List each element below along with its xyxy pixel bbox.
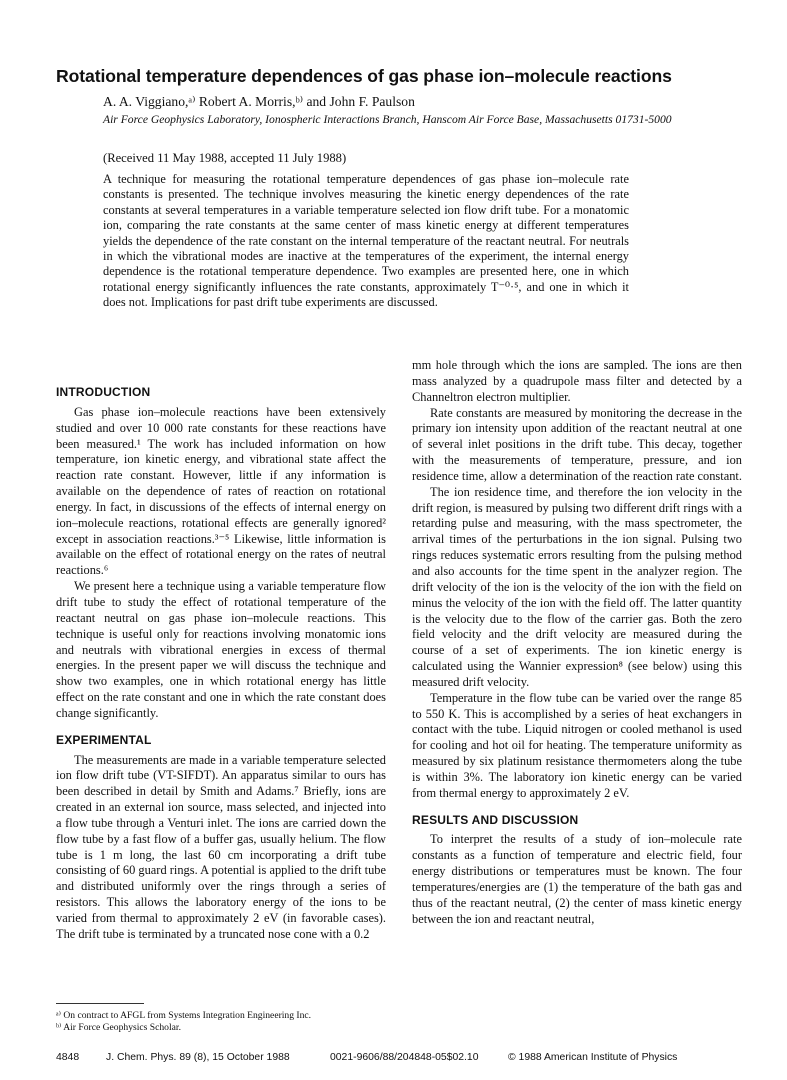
paragraph: The measurements are made in a variable temperature selected ion flow drift tube (VT-SIFDT). An apparatus similar to ours has been described in detail by Smith and Adams.⁷ Briefly, ions are created in an external ion source, mass selected, and injected into a flow tube through a Venturi inlet. The ions are carried down the flow tube by a fast flow of a buffer gas, usually helium. The flow tube is 1 m long, the last 60 cm incorporating a drift tube consisting of 60 guard rings. A potential is applied to the drift tube and distributed uniformly over the rings through a series of resistors. This allows the laboratory energy of the ions to be varied from thermal to approximately 2 eV (in favorable cases). The drift tube is terminated by a truncated nose cone with a 0.2 (56, 752, 386, 941)
paragraph: Temperature in the flow tube can be varied over the range 85 to 550 K. This is accomplished by a series of heat exchangers in contact with the tube. Liquid nitrogen or cooled methanol is used for cooling and hot oil for heating. The temperature uniformity as measured by six platinum resistance thermometers along the tube is within 3%. The laboratory ion kinetic energy can be varied from thermal energy to approximately 2 eV. (412, 690, 742, 800)
affiliation: Air Force Geophysics Laboratory, Ionospheric Interactions Branch, Hanscom Air Force Base, Massachusetts 01731-5000 (103, 113, 672, 126)
author-list: A. A. Viggiano,ᵃ⁾ Robert A. Morris,ᵇ⁾ and John F. Paulson (103, 94, 415, 109)
paragraph: We present here a technique using a variable temperature flow drift tube to study the effect of rotational temperature of the reactant neutral on gas phase ion–molecule reactions. This technique is useful only for reactions involving monatomic ions and neutrals with vibrational energies in excess of thermal energies. In the present paper we will discuss the technique and show two examples, one in which rotational energy has little effect on the rate constant and one in which the rate constant does change significantly. (56, 579, 386, 720)
right-column (412, 358, 742, 928)
section-heading-introduction: INTRODUCTION (56, 385, 151, 399)
section-heading-results: RESULTS AND DISCUSSION (412, 812, 579, 827)
paragraph: Gas phase ion–molecule reactions have been extensively studied and over 10 000 rate constants for these reactions have been measured.¹ The work has included information on how temperature, ion kinetic energy, and vibrational state affect the reaction rate constant. However, little if any information is available on the dependence of rates of reaction on rotational energy. In fact, in discussions of the effects of internal energy on ion–molecule reactions, rotational effects are generally ignored² except in association reactions.³⁻⁵ Likewise, little information is available on the effect of rotational energy on the rates of neutral reactions.⁶ (56, 404, 386, 578)
section-heading-experimental: EXPERIMENTAL (56, 732, 152, 747)
paragraph: The ion residence time, and therefore the ion velocity in the drift region, is measured by pulsing two different drift rings with a retarding pulse and measuring, with the mass spectrometer, the arrival times of the perturbations in the ion signal. Pulsing two rings reduces systematic errors resulting from the pulsing method and also accounts for the time spent in the analyzer region. The drift velocity of the ion is the velocity of the ion with the field on minus the velocity of the ion with the field off. The latter quantity is the velocity due to the flow of the carrier gas. Both the zero field velocity and the drift velocity are measured during the course of a set of experiments. The ion kinetic energy is calculated using the Wannier expression⁸ (see below) using this measured drift velocity. (412, 484, 742, 689)
journal-citation: J. Chem. Phys. 89 (8), 15 October 1988 (106, 1052, 290, 1063)
page-number: 4848 (56, 1052, 80, 1063)
paragraph: mm hole through which the ions are sampled. The ions are then mass analyzed by a quadrupole mass filter and detected by a Channeltron electron multiplier. (412, 358, 742, 404)
left-column (56, 385, 386, 943)
article-code: 0021-9606/88/204848-05$02.10 (330, 1052, 479, 1063)
footnotes (56, 1010, 311, 1034)
received-date: (Received 11 May 1988, accepted 11 July 1988) (103, 151, 347, 165)
footnote-a: ᵃ⁾ On contract to AFGL from Systems Integration Engineering Inc. (56, 1010, 312, 1021)
abstract: A technique for measuring the rotational temperature dependences of gas phase ion–molecule rate constants is presented. The technique involves measuring the kinetic energy dependences of the rate constants at several temperatures in a variable temperature selected ion flow drift tube. For a monatomic ion, comparing the rate constants at the same center of mass kinetic energy at different temperatures yields the dependence of the rate constant on the internal temperature of the reactant neutral. For neutrals in which the vibrational modes are inactive at the temperatures of the experiment, the internal energy dependence is the rotational temperature dependence. Two examples are presented here, one in which rotational energy significantly influences the rate constants, approximately T⁻⁰·⁵, and one in which it does not. Implications for past drift tube experiments are discussed. (103, 172, 629, 310)
paragraph: Rate constants are measured by monitoring the decrease in the primary ion intensity upon addition of the reactant neutral at one of several inlet positions in the drift tube. This decay, together with the measurements of temperature, pressure, and ion residence time, allow a determination of the reaction rate constant. (412, 405, 742, 483)
footnote-rule (56, 1003, 144, 1004)
footnote-b: ᵇ⁾ Air Force Geophysics Scholar. (56, 1022, 181, 1033)
paragraph: To interpret the results of a study of ion–molecule rate constants as a function of temperature and electric field, four energy distributions or temperatures must be known. The four temperatures/energies are (1) the temperature of the bath gas and thus of the reactant neutral, (2) the center of mass kinetic energy between the ion and reactant neutral, (412, 832, 742, 926)
paper-title: Rotational temperature dependences of gas phase ion–molecule reactions (56, 66, 672, 86)
copyright-notice: © 1988 American Institute of Physics (508, 1052, 678, 1063)
